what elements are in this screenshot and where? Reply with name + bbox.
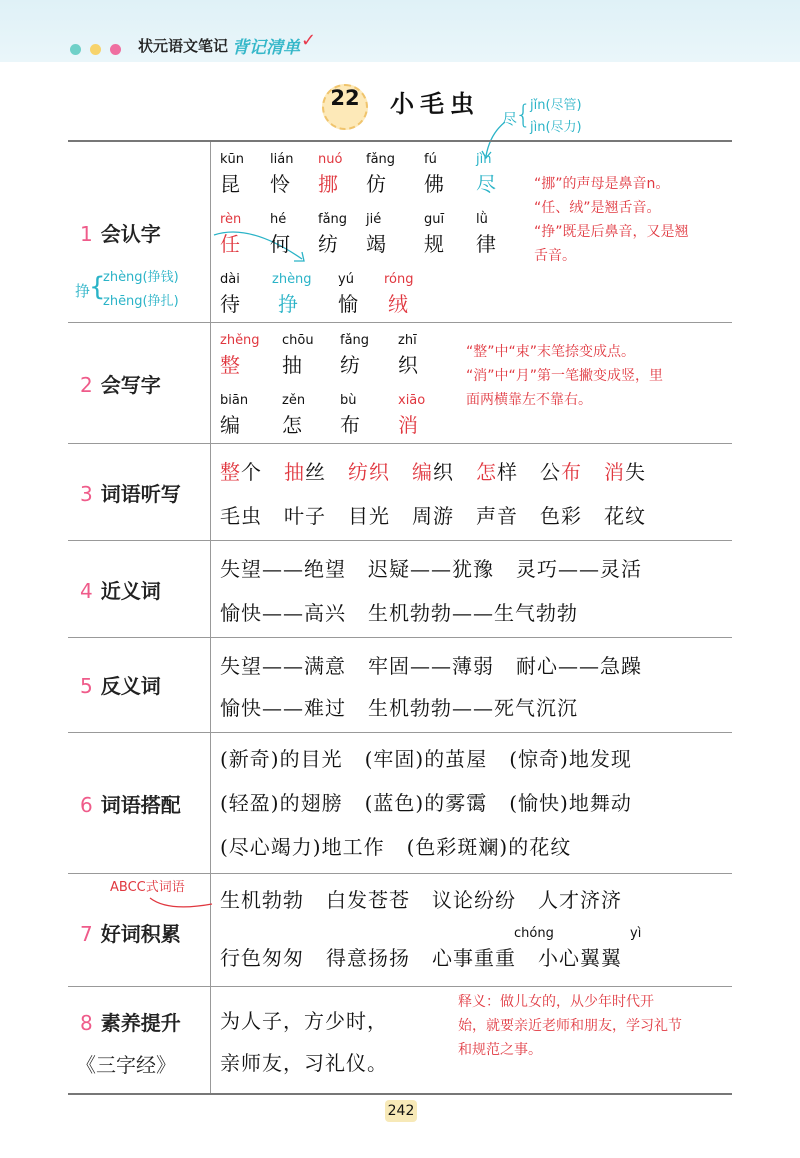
section-title: 近义词	[100, 579, 161, 603]
hanzi: 任	[220, 232, 240, 256]
pinyin: fú	[424, 152, 437, 167]
hanzi: 抽	[282, 353, 302, 377]
hanzi: 昆	[220, 172, 240, 196]
hanzi: 挪	[318, 172, 338, 196]
word: 愉快——高兴	[220, 601, 346, 625]
word: 周游	[412, 504, 454, 528]
hanzi: 愉	[338, 292, 358, 316]
word-line	[220, 787, 654, 816]
hanzi: 规	[424, 232, 444, 256]
hanzi: 编	[220, 413, 240, 437]
brand-name: 状元语文笔记	[138, 37, 229, 55]
section-synonyms	[68, 541, 732, 638]
section-antonyms	[68, 638, 732, 733]
lesson-title: 小毛虫	[390, 90, 480, 118]
hanzi: 何	[270, 232, 290, 256]
hanzi: 怎	[282, 413, 302, 437]
pinyin: chōu	[282, 333, 314, 348]
section-number: 1	[80, 222, 93, 246]
brand-highlight: 背记清单	[232, 38, 300, 58]
pinyin-chong: chóng	[514, 926, 554, 941]
pinyin: jìn	[476, 152, 492, 167]
word: 议论纷纷	[432, 888, 516, 912]
word: 迟疑——犹豫	[368, 557, 494, 581]
pinyin: yú	[338, 272, 354, 287]
word: 消失	[604, 460, 646, 484]
section-dictation	[68, 444, 732, 541]
word: 牢固——薄弱	[368, 654, 494, 678]
pinyin: jié	[366, 212, 382, 227]
word-line	[220, 692, 600, 721]
hanzi: 纺	[318, 232, 338, 256]
classic-line-1: 为人子，方少时，	[220, 1009, 388, 1033]
section-title: 反义词	[100, 674, 161, 698]
pinyin-yi: yì	[630, 926, 642, 941]
section-number: 5	[80, 674, 93, 698]
section-number: 6	[80, 793, 93, 817]
section-label	[68, 541, 211, 637]
section-collocations	[68, 733, 732, 874]
note-line: “挪”的声母是鼻音n。	[534, 176, 670, 192]
word: 人才济济	[538, 888, 622, 912]
pinyin: zěn	[282, 393, 306, 408]
pinyin: biān	[220, 393, 249, 408]
hanzi: 仿	[366, 172, 386, 196]
word-line	[220, 831, 593, 860]
section-title: 好词积累	[100, 922, 181, 946]
polyphone-brace: {	[89, 272, 106, 302]
pinyin: rèn	[220, 212, 242, 227]
pinyin: guī	[424, 212, 445, 227]
word: (牢固)的茧屋	[364, 747, 488, 771]
word: 目光	[348, 504, 390, 528]
word-line	[220, 942, 644, 971]
polyphone-brace: {	[515, 100, 532, 130]
section-title: 词语听写	[100, 482, 181, 506]
word: 抽丝	[284, 460, 326, 484]
word: 行色匆匆	[220, 946, 304, 970]
word: 花纹	[604, 504, 646, 528]
word: 整个	[220, 460, 262, 484]
hanzi: 消	[398, 413, 418, 437]
word: (轻盈)的翅膀	[220, 791, 343, 815]
section-label	[68, 142, 211, 322]
word: 生机勃勃——死气沉沉	[368, 696, 578, 720]
hanzi: 怜	[270, 172, 290, 196]
note-line: “整”中“束”末笔捺变成点。	[466, 344, 636, 360]
pinyin: dài	[220, 272, 240, 287]
hanzi: 绒	[388, 292, 408, 316]
word: 愉快——难过	[220, 696, 346, 720]
word: 白发苍苍	[326, 888, 410, 912]
word: (新奇)的目光	[220, 747, 343, 771]
vocabulary-table	[68, 140, 732, 1095]
abcc-arrow	[148, 894, 218, 914]
pinyin: zhèng	[272, 272, 312, 287]
word: (色彩斑斓)的花纹	[406, 835, 572, 859]
hanzi: 整	[220, 353, 240, 377]
section-title: 词语搭配	[100, 793, 181, 817]
pinyin: xiāo	[398, 393, 426, 408]
pinyin: fǎng	[318, 212, 348, 227]
note-line: 始，就要亲近老师和朋友，学习礼节	[458, 1018, 682, 1034]
word-line	[220, 743, 654, 772]
hanzi: 纺	[340, 353, 360, 377]
pinyin: zhī	[398, 333, 417, 348]
decorative-dots	[70, 40, 130, 59]
word: 生机勃勃	[220, 888, 304, 912]
word: (愉快)地舞动	[509, 791, 632, 815]
word: 毛虫	[220, 504, 262, 528]
pinyin: róng	[384, 272, 414, 287]
word: (惊奇)地发现	[509, 747, 632, 771]
word: 纺织	[348, 460, 390, 484]
pinyin: lǜ	[476, 212, 488, 227]
word-line	[220, 553, 664, 582]
page-number: 242	[385, 1100, 417, 1122]
word: 色彩	[540, 504, 582, 528]
polyphone-reading-1: zhèng(挣钱)	[103, 270, 179, 285]
polyphone-reading-2: zhēng(挣扎)	[103, 294, 179, 309]
word: 心事重重	[432, 946, 516, 970]
section-number: 8	[80, 1011, 93, 1035]
hanzi: 竭	[366, 232, 386, 256]
section-number: 2	[80, 373, 93, 397]
section-title: 素养提升	[100, 1011, 181, 1035]
pinyin: hé	[270, 212, 287, 227]
word: 失望——满意	[220, 654, 346, 678]
hanzi: 待	[220, 292, 240, 316]
pinyin: lián	[270, 152, 294, 167]
section-label	[68, 733, 211, 873]
hanzi: 织	[398, 353, 418, 377]
word-line	[220, 884, 644, 913]
pinyin: zhěng	[220, 333, 260, 348]
hanzi: 律	[476, 232, 496, 256]
word: 灵巧——灵活	[516, 557, 642, 581]
word: 生机勃勃——生气勃勃	[368, 601, 578, 625]
hanzi: 挣	[278, 292, 298, 316]
section-number: 7	[80, 922, 93, 946]
pinyin: nuó	[318, 152, 343, 167]
note-line: 释义：做儿女的，从少年时代开	[458, 994, 654, 1010]
pinyin: kūn	[220, 152, 245, 167]
polyphone-reading-2: jìn(尽力)	[530, 120, 582, 135]
word-line	[220, 500, 668, 529]
note-write	[466, 340, 663, 412]
polyphone-reading-1: jǐn(尽管)	[530, 98, 582, 113]
pinyin: bù	[340, 393, 357, 408]
word: 声音	[476, 504, 518, 528]
classic-line-2: 亲师友，习礼仪。	[220, 1051, 388, 1075]
section-label	[68, 987, 211, 1093]
word: 怎样	[476, 460, 518, 484]
hanzi: 尽	[476, 172, 496, 196]
section-number: 4	[80, 579, 93, 603]
check-icon: ✓	[301, 30, 317, 51]
source-title: 《三字经》	[76, 1053, 176, 1077]
word: 叶子	[284, 504, 326, 528]
word-line	[220, 650, 664, 679]
word: 公布	[540, 460, 582, 484]
word: 得意扬扬	[326, 946, 410, 970]
note-line: 面两横靠左不靠右。	[466, 392, 592, 408]
word: 编织	[412, 460, 454, 484]
section-label	[68, 444, 211, 540]
word-line	[220, 456, 668, 485]
section-title: 会认字	[100, 222, 161, 246]
hanzi: 佛	[424, 172, 444, 196]
section-title: 会写字	[100, 373, 161, 397]
note-line: 舌音。	[534, 248, 576, 264]
word: 小心翼翼	[538, 946, 622, 970]
note-line: “消”中“月”第一笔撇变成竖，里	[466, 368, 664, 384]
word: (尽心竭力)地工作	[220, 835, 385, 859]
note-explanation	[458, 990, 682, 1062]
section-good-words	[68, 874, 732, 987]
section-label	[68, 323, 211, 443]
word: 失望——绝望	[220, 557, 346, 581]
hanzi: 布	[340, 413, 360, 437]
note-line: “任、绒”是翘舌音。	[534, 200, 661, 216]
word: 耐心——急躁	[516, 654, 642, 678]
note-line: 和规范之事。	[458, 1042, 542, 1058]
abcc-note: ABCC式词语	[110, 880, 185, 895]
word-line	[220, 597, 600, 626]
polyphone-char: 挣	[75, 282, 91, 300]
note-line: “挣”既是后鼻音，又是翘	[534, 224, 689, 240]
lesson-number: 22	[322, 84, 368, 130]
section-number: 3	[80, 482, 93, 506]
pinyin: fǎng	[366, 152, 396, 167]
section-label	[68, 638, 211, 732]
section-label	[68, 874, 211, 986]
pinyin: fǎng	[340, 333, 370, 348]
word: (蓝色)的雾霭	[364, 791, 488, 815]
polyphone-char: 尽	[502, 110, 518, 128]
note-recognize	[534, 172, 689, 268]
